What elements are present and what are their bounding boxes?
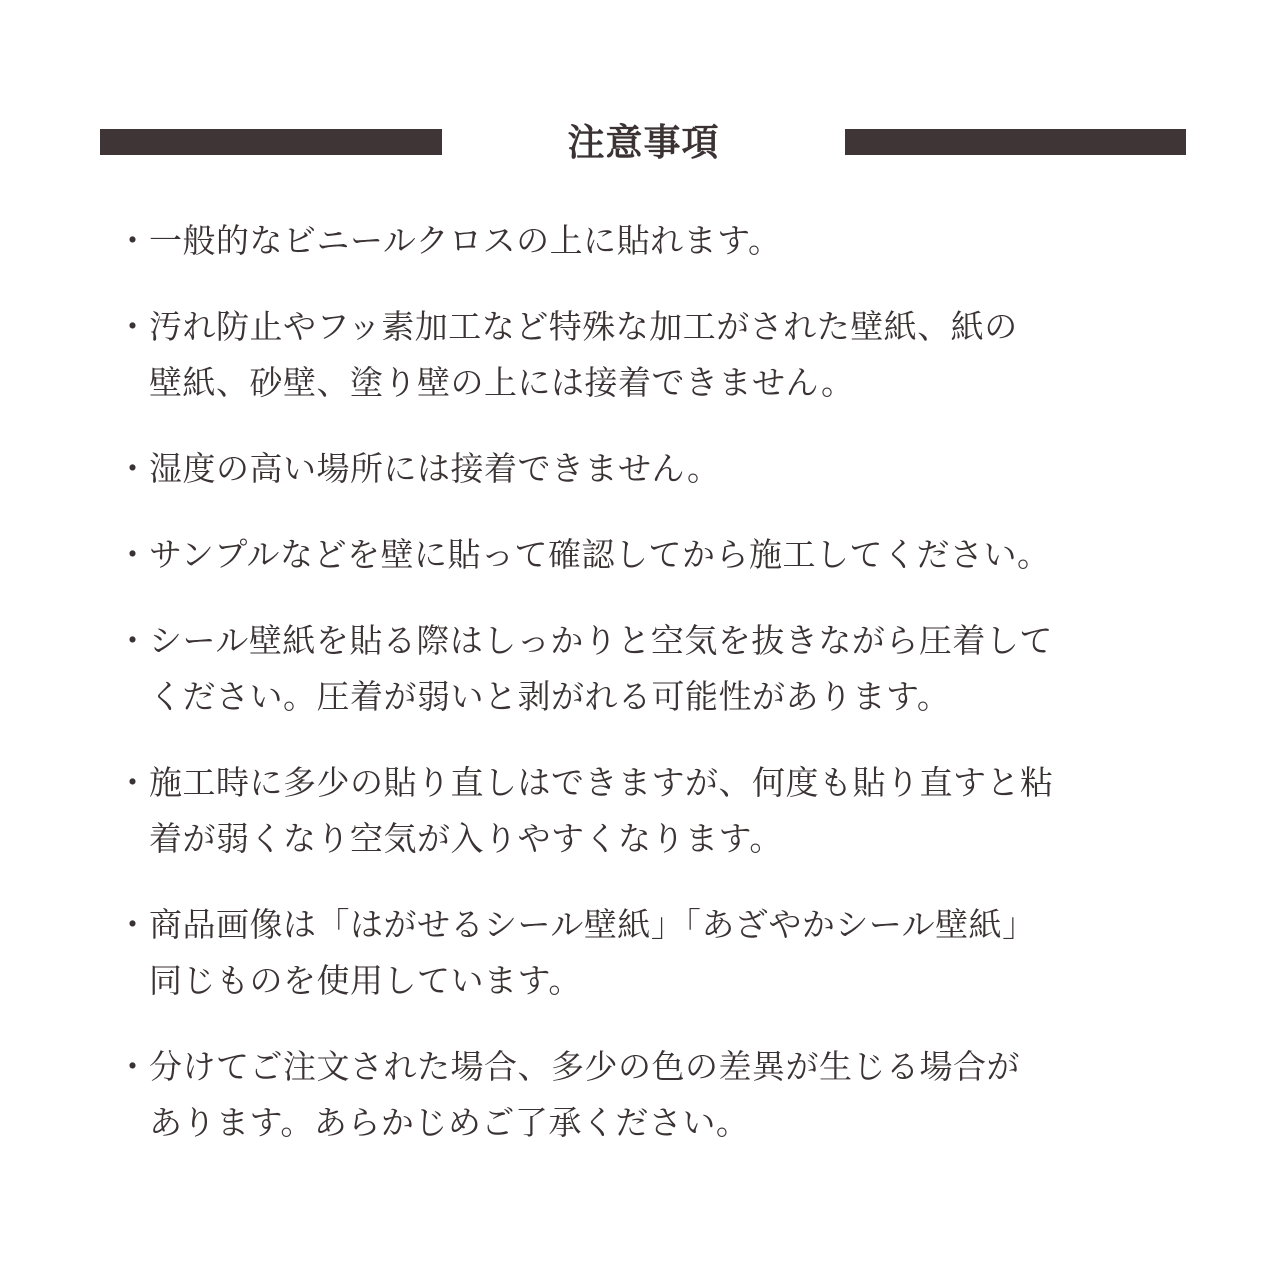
- bullet-icon: ・: [116, 1047, 149, 1086]
- note-item: [116, 613, 1196, 725]
- note-item: [116, 441, 1196, 497]
- note-item: [116, 299, 1196, 411]
- note-item: [116, 755, 1196, 867]
- note-text: 施工時に多少の貼り直しはできますが、何度も貼り直すと粘 着が弱くなり空気が入りやすくなります。: [149, 763, 1054, 858]
- header-rule-right: [845, 129, 1186, 155]
- note-text: 湿度の高い場所には接着できません。: [149, 449, 721, 488]
- bullet-icon: ・: [116, 535, 149, 574]
- bullet-icon: ・: [116, 905, 149, 944]
- bullet-icon: ・: [116, 221, 149, 260]
- bullet-icon: ・: [116, 763, 149, 802]
- section-header: [100, 118, 1186, 170]
- bullet-icon: ・: [116, 449, 149, 488]
- header-rule-left: [100, 129, 442, 155]
- note-text: 商品画像は「はがせるシール壁紙」「あざやかシール壁紙」 同じものを使用しています。: [149, 905, 1036, 1000]
- note-text: 一般的なビニールクロスの上に貼れます。: [149, 221, 782, 260]
- note-item: [116, 527, 1196, 583]
- notes-list: [116, 213, 1196, 1181]
- note-text: シール壁紙を貼る際はしっかりと空気を抜きながら圧着して ください。圧着が弱いと剥がれる可能性があります。: [149, 621, 1053, 716]
- bullet-icon: ・: [116, 307, 149, 346]
- page-title: 注意事項: [567, 121, 720, 164]
- note-text: サンプルなどを壁に貼って確認してから施工してください。: [149, 535, 1051, 574]
- note-text: 汚れ防止やフッ素加工など特殊な加工がされた壁紙、紙の 壁紙、砂壁、塗り壁の上には接着できません。: [149, 307, 1018, 402]
- note-item: [116, 213, 1196, 269]
- note-item: [116, 1039, 1196, 1151]
- note-text: 分けてご注文された場合、多少の色の差異が生じる場合が あります。あらかじめご了承ください。: [149, 1047, 1020, 1142]
- bullet-icon: ・: [116, 621, 149, 660]
- note-item: [116, 897, 1196, 1009]
